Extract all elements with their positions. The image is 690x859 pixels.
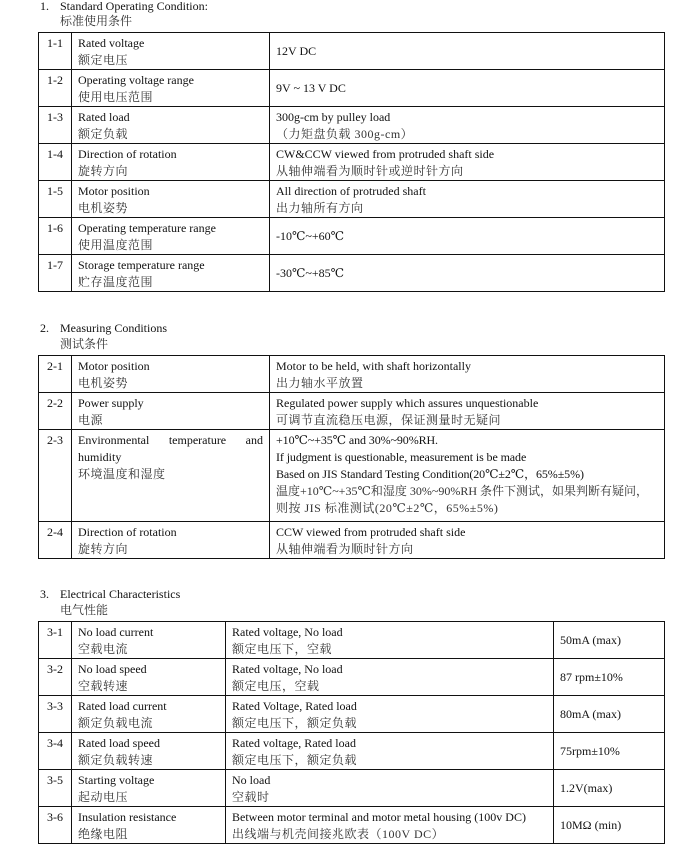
row-value: 80mA (max) (554, 696, 665, 733)
row-id: 2-3 (39, 430, 72, 522)
row-id: 1-2 (39, 70, 72, 107)
row-name: Power supply 电源 (72, 393, 270, 430)
row-name: Motor position 电机姿势 (72, 356, 270, 393)
row-value: 300g-cm by pulley load （力矩盘负载 300g-cm） (270, 107, 665, 144)
row-name: No load speed 空载转速 (72, 659, 226, 696)
row-id: 1-7 (39, 255, 72, 292)
section-1-title: 1. Standard Operating Condition: (40, 0, 208, 13)
table-row (39, 218, 665, 255)
table-row (39, 522, 665, 559)
table-row (39, 659, 665, 696)
row-name: Environmental temperature and humidity 环境温度和湿度 (72, 430, 270, 522)
row-id: 2-1 (39, 356, 72, 393)
row-value: 75rpm±10% (554, 733, 665, 770)
row-name: Direction of rotation 旋转方向 (72, 144, 270, 181)
table-row (39, 144, 665, 181)
row-id: 2-2 (39, 393, 72, 430)
table-row (39, 255, 665, 292)
row-condition: Rated voltage, No load 额定电压下，空载 (226, 622, 554, 659)
row-name: Storage temperature range 贮存温度范围 (72, 255, 270, 292)
row-name: Operating temperature range 使用温度范围 (72, 218, 270, 255)
row-value: All direction of protruded shaft 出力轴所有方向 (270, 181, 665, 218)
row-value: 12V DC (270, 33, 665, 70)
row-value: -30℃~+85℃ (270, 255, 665, 292)
row-id: 3-3 (39, 696, 72, 733)
table-row (39, 696, 665, 733)
row-name: Operating voltage range 使用电压范围 (72, 70, 270, 107)
row-name: Rated load 额定负载 (72, 107, 270, 144)
row-name: Direction of rotation 旋转方向 (72, 522, 270, 559)
row-value: CW&CCW viewed from protruded shaft side 从轴伸端看为顺时针或逆时针方向 (270, 144, 665, 181)
table-row (39, 733, 665, 770)
row-value: -10℃~+60℃ (270, 218, 665, 255)
row-id: 3-2 (39, 659, 72, 696)
row-id: 1-4 (39, 144, 72, 181)
row-condition: Between motor terminal and motor metal housing (100v DC) 出线端与机壳间接兆欧表（100V DC） (226, 807, 554, 844)
row-value: Regulated power supply which assures unquestionable 可调节直流稳压电源，保证测量时无疑问 (270, 393, 665, 430)
row-name: Motor position 电机姿势 (72, 181, 270, 218)
table-row (39, 770, 665, 807)
row-id: 1-6 (39, 218, 72, 255)
row-id: 3-6 (39, 807, 72, 844)
row-name: No load current 空载电流 (72, 622, 226, 659)
row-id: 3-5 (39, 770, 72, 807)
electrical-characteristics-table (38, 621, 665, 844)
row-value: 50mA (max) (554, 622, 665, 659)
row-name: Rated load speed 额定负载转速 (72, 733, 226, 770)
table-row (39, 807, 665, 844)
row-id: 1-5 (39, 181, 72, 218)
row-value: +10℃~+35℃ and 30%~90%RH. If judgment is questionable, measurement is be made Based on JIS Standard Testing Condition(20℃±2℃，65%±5%) 温度+10℃~+35℃和湿度 30%~90%RH 条件下测试，如果判断有疑问， 则按 JIS 标准测试(20℃±2℃，65%±5%) (270, 430, 665, 522)
row-value: CCW viewed from protruded shaft side 从轴伸端看为顺时针方向 (270, 522, 665, 559)
row-value: 87 rpm±10% (554, 659, 665, 696)
row-name: Starting voltage 起动电压 (72, 770, 226, 807)
row-name: Insulation resistance 绝缘电阻 (72, 807, 226, 844)
section-2-title: 2. Measuring Conditions (40, 321, 167, 335)
row-value: 10MΩ (min) (554, 807, 665, 844)
table-row (39, 70, 665, 107)
table-row (39, 393, 665, 430)
row-id: 1-1 (39, 33, 72, 70)
row-name: Rated voltage 额定电压 (72, 33, 270, 70)
section-3-title: 3. Electrical Characteristics (40, 587, 181, 601)
table-row (39, 430, 665, 522)
row-condition: Rated Voltage, Rated load 额定电压下，额定负载 (226, 696, 554, 733)
row-id: 2-4 (39, 522, 72, 559)
row-value: 1.2V(max) (554, 770, 665, 807)
row-name: Rated load current 额定负载电流 (72, 696, 226, 733)
row-condition: Rated voltage, Rated load 额定电压下，额定负载 (226, 733, 554, 770)
row-condition: Rated voltage, No load 额定电压，空载 (226, 659, 554, 696)
row-value: 9V ~ 13 V DC (270, 70, 665, 107)
row-id: 3-1 (39, 622, 72, 659)
row-condition: No load 空载时 (226, 770, 554, 807)
row-value: Motor to be held, with shaft horizontally 出力轴水平放置 (270, 356, 665, 393)
standard-operating-condition-table (38, 32, 665, 292)
section-3-subtitle: 电气性能 (60, 603, 109, 617)
section-1-subtitle: 标准使用条件 (60, 14, 133, 28)
table-row (39, 33, 665, 70)
measuring-conditions-table (38, 355, 665, 559)
table-row (39, 181, 665, 218)
table-row (39, 356, 665, 393)
row-id: 3-4 (39, 733, 72, 770)
table-row (39, 622, 665, 659)
table-row (39, 107, 665, 144)
section-2-subtitle: 测试条件 (60, 337, 109, 351)
row-id: 1-3 (39, 107, 72, 144)
